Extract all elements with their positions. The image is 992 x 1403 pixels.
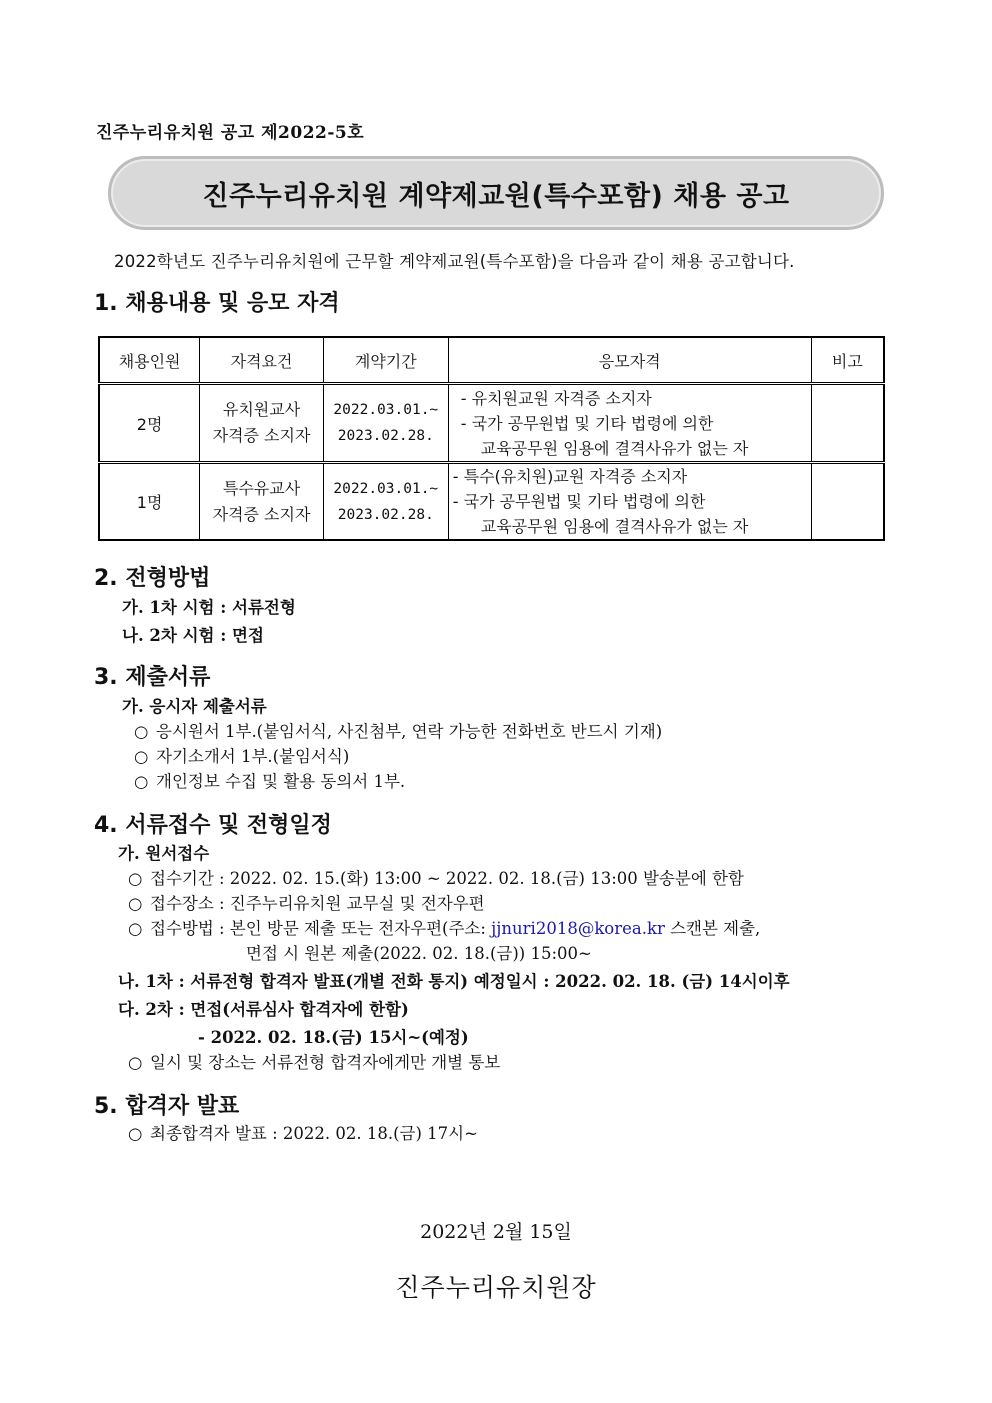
receipt-period: 접수기간 : 2022. 02. 15.(화) 13:00 ~ 2022. 02. 18.(금) 13:00 발송분에 한함 [150, 869, 744, 888]
list-item [134, 718, 662, 742]
period-start: 2022.03.01.~ [333, 402, 439, 418]
interview-note: 일시 및 장소는 서류전형 합격자에게만 개별 통보 [150, 1053, 501, 1072]
interview-date: - 2022. 02. 18.(금) 15시~(예정) [198, 1028, 469, 1047]
list-item-text: 개인정보 수집 및 활용 동의서 1부. [156, 772, 406, 791]
title-banner [108, 156, 884, 230]
issue-date: 2022년 2월 15일 [420, 1221, 572, 1243]
row-qualifications [448, 384, 811, 463]
table-header-row [99, 337, 884, 384]
bullet-icon: ○ [134, 722, 149, 741]
row-period [323, 384, 448, 463]
list-item-text: 자기소개서 1부.(붙임서식) [156, 747, 350, 766]
period-end: 2023.02.28. [337, 428, 434, 444]
qualification-line: 교육공무원 임용에 결격사유가 없는 자 [480, 438, 749, 458]
list-item-text: 응시원서 1부.(붙임서식, 사진첨부, 연락 가능한 전화번호 반드시 기재) [156, 722, 663, 741]
receipt-method: 접수방법 : 본인 방문 제출 또는 전자우편(주소: [150, 919, 492, 938]
qualification-line: - 국가 공무원법 및 기타 법령에 의한 [452, 492, 706, 511]
bullet-icon: ○ [128, 894, 143, 913]
header-period: 계약기간 [323, 337, 448, 384]
bullet-icon: ○ [134, 772, 149, 791]
row-period [323, 463, 448, 541]
bullet-icon: ○ [128, 1053, 143, 1072]
section4-heading: 4. 서류접수 및 전형일정 [94, 813, 332, 838]
section3-sub: 가. 응시자 제출서류 [122, 697, 267, 716]
bullet-icon: ○ [128, 869, 143, 888]
requirement-line: 유치원교사 [222, 400, 301, 419]
section4-sub-c: 다. 2차 : 면접(서류심사 합격자에 한함) [118, 1000, 409, 1019]
section2-item: 가. 1차 시험 : 서류전형 [122, 598, 296, 617]
receipt-method-suffix: 스캔본 제출, [664, 919, 761, 938]
final-announcement: 최종합격자 발표 : 2022. 02. 18.(금) 17시~ [150, 1124, 478, 1143]
page-title: 진주누리유치원 계약제교원(특수포함) 채용 공고 [202, 180, 790, 212]
header-requirement: 자격요건 [200, 337, 324, 384]
list-item [134, 768, 405, 792]
receipt-method-line2: 면접 시 원본 제출(2022. 02. 18.(금)) 15:00~ [246, 944, 592, 963]
period-start: 2022.03.01.~ [333, 480, 439, 497]
row-requirement [200, 384, 324, 463]
section4-sub-a: 가. 원서접수 [118, 844, 210, 863]
list-item [128, 865, 744, 889]
signature: 진주누리유치원장 [395, 1273, 597, 1302]
qualification-line: - 특수(유치원)교원 자격증 소지자 [452, 467, 688, 486]
row-requirement [200, 463, 324, 541]
header-count: 채용인원 [99, 337, 200, 384]
email-link[interactable]: jjnuri2018@korea.kr [491, 919, 665, 938]
bullet-icon: ○ [128, 919, 143, 938]
recruitment-table [98, 336, 885, 541]
row-note [811, 384, 884, 463]
qualification-line: - 국가 공무원법 및 기타 법령에 의한 [460, 413, 714, 433]
bullet-icon: ○ [128, 1124, 143, 1143]
section2-item: 나. 2차 시험 : 면접 [122, 626, 264, 645]
section4-sub-b: 나. 1차 : 서류전형 합격자 발표(개별 전화 통지) 예정일시 : 2022. 02. 18. (금) 14시이후 [118, 972, 790, 991]
list-item [128, 1049, 500, 1073]
row-note [811, 463, 884, 541]
list-item [134, 743, 349, 767]
table-row [99, 384, 884, 463]
section3-heading: 3. 제출서류 [94, 665, 211, 690]
receipt-place: 접수장소 : 진주누리유치원 교무실 및 전자우편 [150, 894, 485, 913]
intro-text: 2022학년도 진주누리유치원에 근무할 계약제교원(특수포함)을 다음과 같이 채용 공고합니다. [114, 252, 795, 271]
section1-heading: 1. 채용내용 및 응모 자격 [94, 291, 340, 316]
section5-heading: 5. 합격자 발표 [94, 1094, 240, 1119]
qualification-line: - 유치원교원 자격증 소지자 [460, 388, 652, 408]
header-qualifications: 응모자격 [448, 337, 811, 384]
list-item [128, 915, 760, 939]
requirement-line: 자격증 소지자 [212, 426, 311, 445]
row-count: 1명 [99, 463, 200, 541]
list-item [128, 890, 485, 914]
table-row [99, 463, 884, 541]
header-note: 비고 [811, 337, 884, 384]
notice-number: 진주누리유치원 공고 제2022-5호 [96, 123, 365, 143]
requirement-line: 자격증 소지자 [212, 504, 311, 524]
requirement-line: 특수유교사 [222, 478, 301, 498]
bullet-icon: ○ [134, 747, 149, 766]
list-item [128, 1120, 478, 1144]
row-qualifications [448, 463, 811, 541]
period-end: 2023.02.28. [337, 506, 434, 523]
qualification-line: 교육공무원 임용에 결격사유가 없는 자 [480, 517, 749, 536]
section2-heading: 2. 전형방법 [94, 566, 211, 591]
row-count: 2명 [99, 384, 200, 463]
